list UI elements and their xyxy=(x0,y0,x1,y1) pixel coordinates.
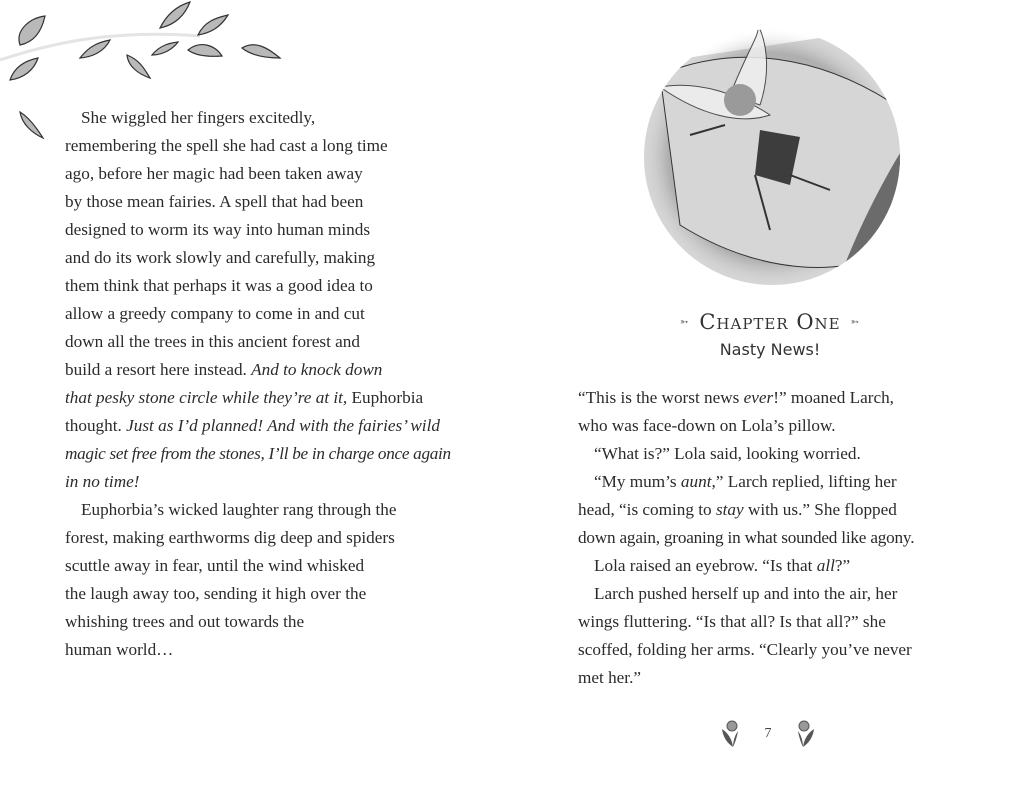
text-line: ago, before her magic had been taken away xyxy=(65,164,363,183)
text-line: them think that perhaps it was a good idea to xyxy=(65,276,373,295)
plain-text: build a resort here instead. xyxy=(65,360,252,379)
text-line: forest, making earthworms dig deep and spiders xyxy=(65,528,395,547)
text-line: Euphorbia’s wicked laughter rang through the xyxy=(81,500,397,519)
text-line: magic set free from the stones, I’ll be in charge once again xyxy=(65,444,451,463)
ornament-left-icon: ➳ xyxy=(679,316,690,328)
text-line: down all the trees in this ancient forest and xyxy=(65,332,360,351)
italic-text: ever xyxy=(743,388,774,407)
text-line: scoffed, folding her arms. “Clearly you’ve never xyxy=(578,640,912,659)
text-line xyxy=(578,384,968,412)
plain-text: “My mum’s xyxy=(594,472,681,491)
chapter-number: Chapter One xyxy=(699,310,841,334)
text-line: down again, groaning in what sounded like agony. xyxy=(578,528,915,547)
left-page-text xyxy=(65,104,455,664)
plain-text: Euphorbia xyxy=(347,388,424,407)
text-line: wings fluttering. “Is that all? Is that all?” she xyxy=(578,612,886,631)
italic-text: that pesky stone circle while they’re at it, xyxy=(65,388,348,407)
text-line: who was face-down on Lola’s pillow. xyxy=(578,416,836,435)
chapter-label xyxy=(680,310,860,334)
plain-text: with us.” She flopped xyxy=(743,500,897,519)
page-footer xyxy=(718,716,818,752)
text-line: She wiggled her fingers excitedly, xyxy=(81,108,316,127)
text-line xyxy=(578,552,968,580)
plain-text: thought. xyxy=(65,416,127,435)
italic-text: aunt xyxy=(680,472,712,491)
text-line xyxy=(578,468,968,496)
text-line: met her.” xyxy=(578,668,641,687)
text-line: Larch pushed herself up and into the air, her xyxy=(594,584,898,603)
text-line: designed to worm its way into human minds xyxy=(65,220,371,239)
daffodil-icon xyxy=(718,719,744,749)
text-line xyxy=(65,384,455,412)
chapter-title: Nasty News! xyxy=(719,340,821,359)
text-line: “What is?” Lola said, looking worried. xyxy=(594,444,861,463)
plain-text: head, “is coming to xyxy=(578,500,716,519)
plain-text: ,” Larch replied, lifting her xyxy=(711,472,897,491)
text-line xyxy=(578,496,968,524)
plain-text: ?” xyxy=(834,556,851,575)
text-line: whishing trees and out towards the xyxy=(65,612,305,631)
text-line: human world… xyxy=(65,640,174,659)
italic-text: stay xyxy=(715,500,744,519)
fairy-on-pillow-illustration xyxy=(640,25,905,290)
italic-text: all xyxy=(816,556,835,575)
plain-text: Lola raised an eyebrow. “Is that xyxy=(594,556,817,575)
text-line: allow a greedy company to come in and cut xyxy=(65,304,365,323)
right-page-text xyxy=(578,384,968,692)
plain-text: !” moaned Larch, xyxy=(773,388,894,407)
text-line xyxy=(65,412,455,440)
text-line xyxy=(65,356,455,384)
italic-text: Just as I’d planned! And with the fairies’ wild xyxy=(126,416,440,435)
text-line: scuttle away in fear, until the wind whisked xyxy=(65,556,365,575)
chapter-heading xyxy=(660,310,880,359)
text-line: remembering the spell she had cast a long time xyxy=(65,136,388,155)
daffodil-icon xyxy=(792,719,818,749)
text-line: the laugh away too, sending it high over the xyxy=(65,584,367,603)
page-number: 7 xyxy=(764,726,772,741)
ornament-right-icon: ➳ xyxy=(850,316,861,328)
text-line: in no time! xyxy=(65,472,140,491)
text-line: and do its work slowly and carefully, making xyxy=(65,248,376,267)
plain-text: “This is the worst news xyxy=(578,388,744,407)
italic-text: And to knock down xyxy=(251,360,383,379)
text-line: by those mean fairies. A spell that had been xyxy=(65,192,364,211)
